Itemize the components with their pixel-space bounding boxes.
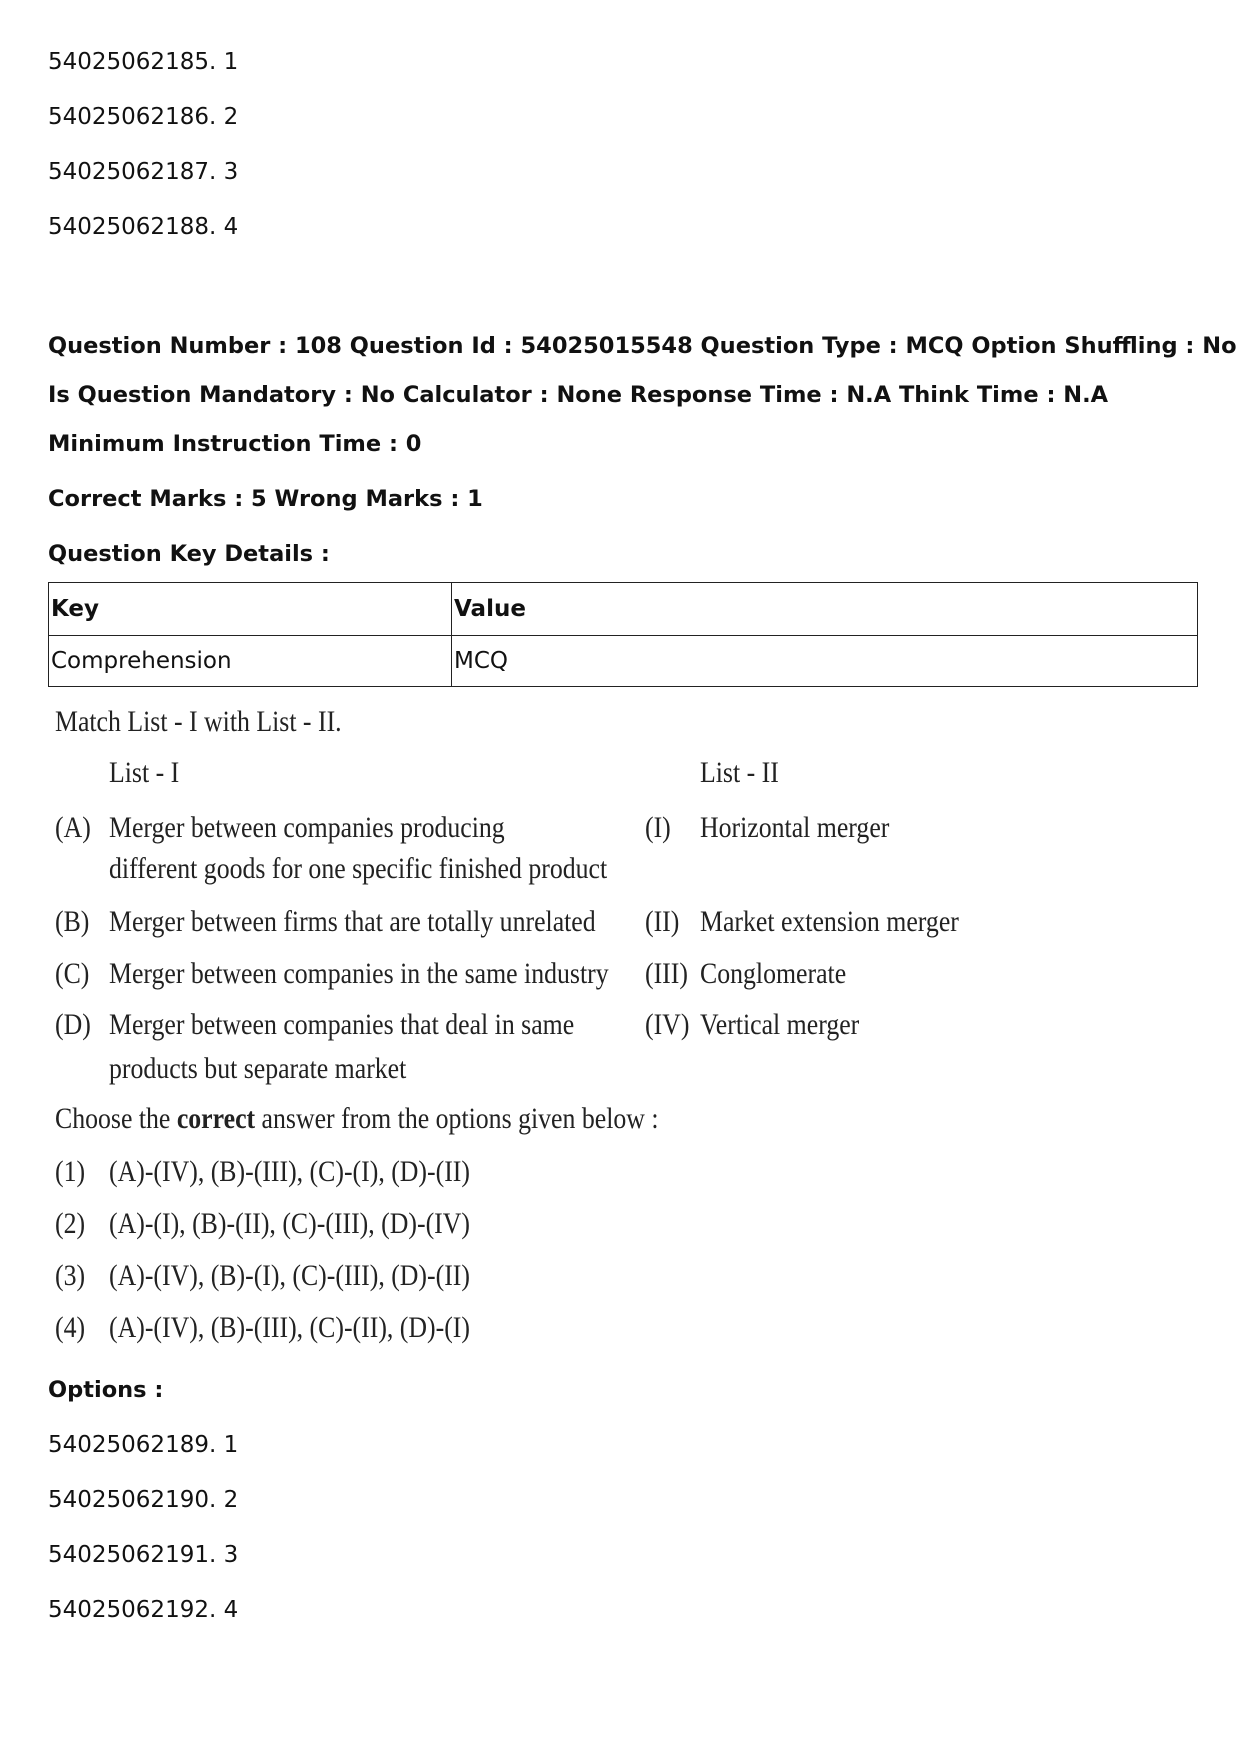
list2-item-i: Horizontal merger — [700, 811, 890, 844]
list2-item-iii: Conglomerate — [700, 957, 847, 990]
option-2: 54025062190. 2 — [48, 1487, 239, 1513]
answer-text-2: (A)-(I), (B)-(II), (C)-(III), (D)-(IV) — [109, 1207, 470, 1240]
list2-item-ii: Market extension merger — [700, 905, 959, 938]
choose-instruction: Choose the correct answer from the options given below : — [55, 1102, 659, 1135]
list1-label-b: (B) — [55, 905, 90, 938]
list1-item-c: Merger between companies in the same industry — [109, 957, 609, 990]
key-details-label: Question Key Details : — [48, 541, 330, 567]
list2-label-iii: (III) — [645, 957, 688, 990]
table-cell-key: Comprehension — [49, 636, 452, 687]
answer-label-4: (4) — [55, 1311, 86, 1344]
answer-text-3: (A)-(IV), (B)-(I), (C)-(III), (D)-(II) — [109, 1259, 470, 1292]
answer-text-1: (A)-(IV), (B)-(III), (C)-(I), (D)-(II) — [109, 1155, 470, 1188]
answer-label-1: (1) — [55, 1155, 86, 1188]
list1-heading: List - I — [109, 756, 180, 789]
option-1: 54025062189. 1 — [48, 1432, 239, 1458]
key-details-table — [48, 582, 1198, 687]
answer-label-2: (2) — [55, 1207, 86, 1240]
list2-label-ii: (II) — [645, 905, 680, 938]
question-meta-line-3: Minimum Instruction Time : 0 — [48, 431, 422, 457]
list1-item-d-line2: products but separate market — [109, 1052, 407, 1085]
answer-text-4: (A)-(IV), (B)-(III), (C)-(II), (D)-(I) — [109, 1311, 470, 1344]
option-3: 54025062191. 3 — [48, 1542, 239, 1568]
list1-item-b: Merger between firms that are totally unrelated — [109, 905, 596, 938]
options-label: Options : — [48, 1377, 164, 1403]
prev-option-2: 54025062186. 2 — [48, 104, 239, 130]
list2-label-i: (I) — [645, 811, 671, 844]
table-header-row — [49, 583, 1198, 636]
table-header-value: Value — [452, 583, 1198, 636]
list1-label-a: (A) — [55, 811, 91, 844]
list1-item-a-line2: different goods for one specific finished product — [109, 852, 608, 885]
question-instruction: Match List - I with List - II. — [55, 705, 342, 738]
list1-label-d: (D) — [55, 1008, 91, 1041]
marks-line: Correct Marks : 5 Wrong Marks : 1 — [48, 486, 483, 512]
table-cell-value: MCQ — [452, 636, 1198, 687]
question-meta-line-2: Is Question Mandatory : No Calculator : None Response Time : N.A Think Time : N.A — [48, 382, 1109, 408]
list2-item-iv: Vertical merger — [700, 1008, 860, 1041]
list1-item-d-line1: Merger between companies that deal in same — [109, 1008, 575, 1041]
prev-option-3: 54025062187. 3 — [48, 159, 239, 185]
table-header-key: Key — [49, 583, 452, 636]
list1-label-c: (C) — [55, 957, 90, 990]
prev-option-4: 54025062188. 4 — [48, 214, 239, 240]
prev-option-1: 54025062185. 1 — [48, 49, 239, 75]
option-4: 54025062192. 4 — [48, 1597, 239, 1623]
question-meta-line-1: Question Number : 108 Question Id : 54025015548 Question Type : MCQ Option Shuffling : No — [48, 333, 1237, 359]
list1-item-a-line1: Merger between companies producing — [109, 811, 505, 844]
list2-label-iv: (IV) — [645, 1008, 690, 1041]
list2-heading: List - II — [700, 756, 779, 789]
table-row — [49, 636, 1198, 687]
answer-label-3: (3) — [55, 1259, 86, 1292]
